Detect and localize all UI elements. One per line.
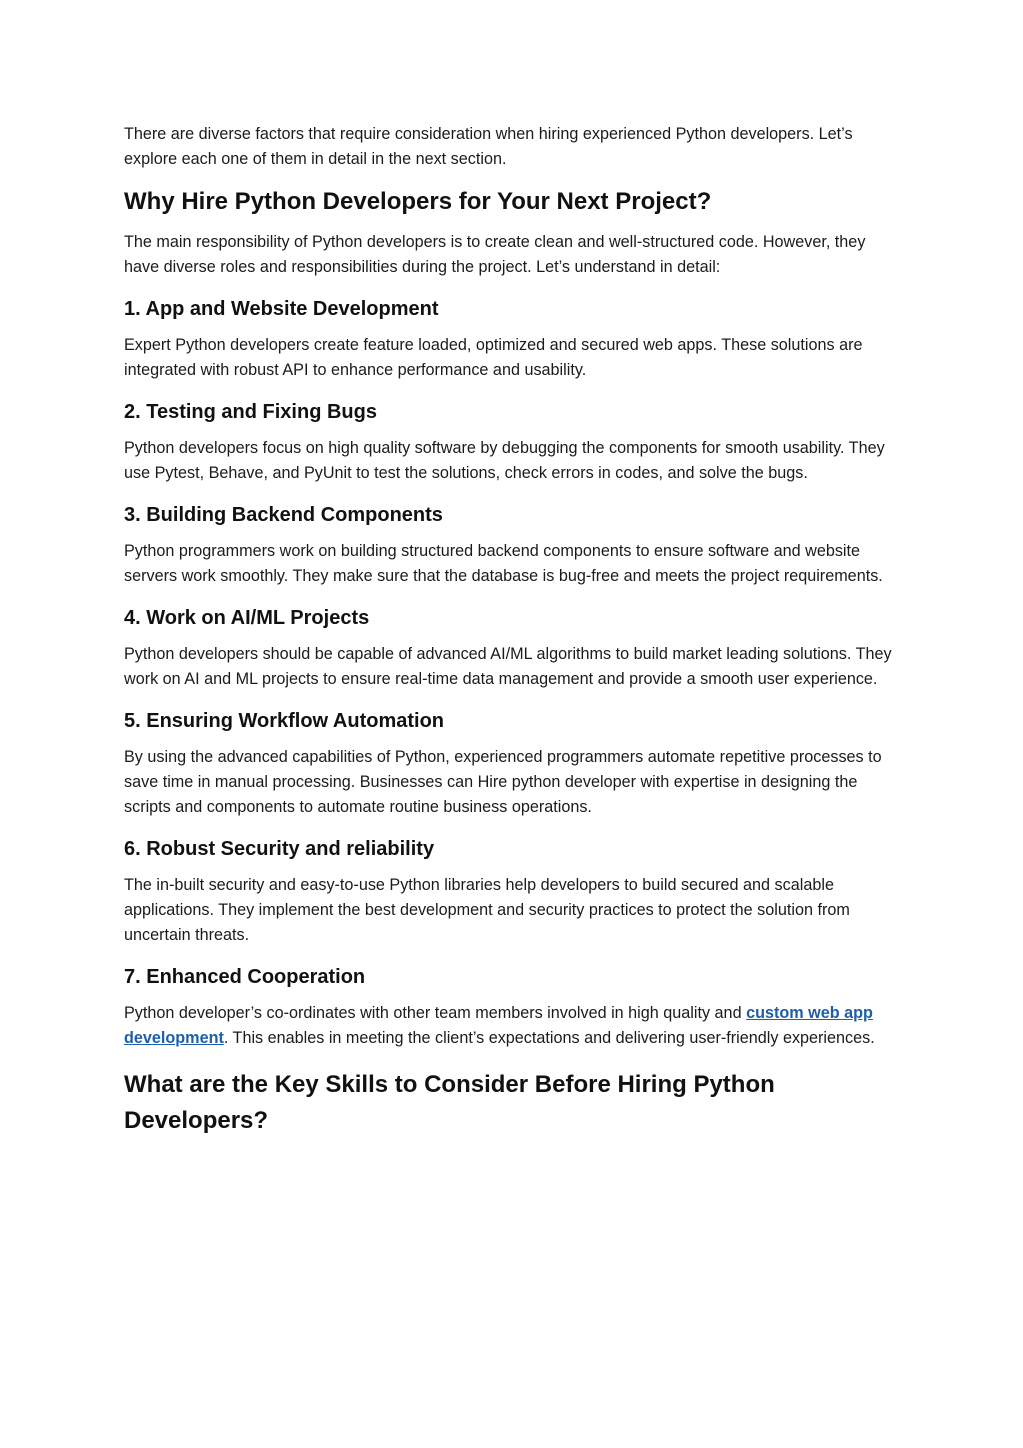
item-heading-app-development: 1. App and Website Development [124, 298, 439, 320]
item-heading-backend: 3. Building Backend Components [124, 504, 443, 526]
item-body-testing: Python developers focus on high quality software by debugging the components for smooth usability. They use Pytest, Behave, and PyUnit to test the solutions, check errors in codes, and solve the bugs. [124, 439, 885, 482]
cooperation-text-before-link: Python developer’s co-ordinates with other team members involved in high quality and [124, 1004, 747, 1022]
item-body-cooperation [124, 1001, 904, 1051]
item-body-security: The in-built security and easy-to-use Python libraries help developers to build secured and scalable applications. They implement the best development and security practices to protect the solution from uncertain threats. [124, 876, 850, 944]
item-heading-testing: 2. Testing and Fixing Bugs [124, 401, 377, 423]
section-intro-paragraph: The main responsibility of Python developers is to create clean and well-structured code. However, they have diverse roles and responsibilities during the project. Let’s understand in detail: [124, 233, 866, 276]
item-body-backend: Python programmers work on building structured backend components to ensure software and website servers work smoothly. They make sure that the database is bug-free and meets the project requirements. [124, 542, 883, 585]
item-heading-cooperation: 7. Enhanced Cooperation [124, 966, 366, 988]
custom-web-app-development-link[interactable]: custom web app development [124, 1004, 873, 1047]
item-heading-ai-ml: 4. Work on AI/ML Projects [124, 607, 370, 629]
cooperation-text-after-link: . This enables in meeting the client’s expectations and delivering user-friendly experiences. [223, 1029, 875, 1047]
item-heading-security: 6. Robust Security and reliability [124, 838, 435, 860]
document-page [124, 122, 904, 1139]
section-title: Why Hire Python Developers for Your Next Project? [124, 188, 712, 215]
closing-section-title: What are the Key Skills to Consider Before Hiring Python Developers? [124, 1071, 775, 1134]
item-body-app-development: Expert Python developers create feature loaded, optimized and secured web apps. These solutions are integrated with robust API to enhance performance and usability. [124, 336, 863, 379]
item-body-ai-ml: Python developers should be capable of advanced AI/ML algorithms to build market leading solutions. They work on AI and ML projects to ensure real-time data management and provide a smooth user experience. [124, 645, 892, 688]
item-heading-automation: 5. Ensuring Workflow Automation [124, 710, 444, 732]
item-body-automation: By using the advanced capabilities of Python, experienced programmers automate repetitive processes to save time in manual processing. Businesses can Hire python developer with expertise in designing the scripts and components to automate routine business operations. [124, 748, 882, 816]
intro-paragraph: There are diverse factors that require consideration when hiring experienced Python developers. Let’s explore each one of them in detail in the next section. [124, 125, 853, 168]
